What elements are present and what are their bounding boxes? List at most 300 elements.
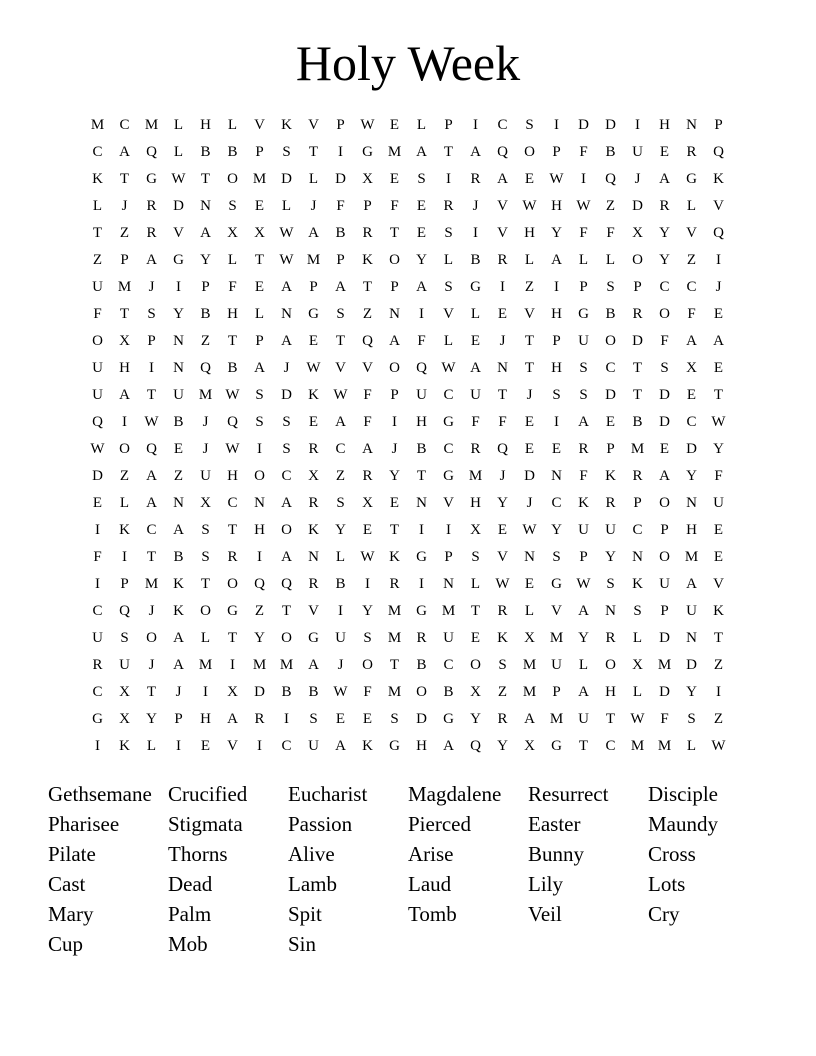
grid-letter: U xyxy=(92,387,103,403)
grid-letter: Z xyxy=(605,198,616,214)
grid-letter: W xyxy=(711,738,726,754)
grid-letter: V xyxy=(443,495,454,511)
grid-letter: H xyxy=(200,117,211,133)
grid-letter: A xyxy=(173,657,184,673)
grid-letter: I xyxy=(473,225,478,241)
grid-letter: K xyxy=(308,387,319,403)
grid-letter: T xyxy=(254,252,265,268)
grid-letter: C xyxy=(686,414,697,430)
grid-letter: N xyxy=(173,495,184,511)
grid-letter: S xyxy=(660,360,669,376)
grid-letter: C xyxy=(335,441,346,457)
grid-letter: D xyxy=(686,657,697,673)
grid-row xyxy=(84,706,732,733)
grid-letter: P xyxy=(633,495,642,511)
grid-letter: L xyxy=(254,306,265,322)
grid-letter: W xyxy=(279,252,294,268)
grid-row xyxy=(84,193,732,220)
grid-letter: Y xyxy=(551,225,562,241)
grid-letter: I xyxy=(176,738,181,754)
grid-letter: E xyxy=(254,198,265,214)
grid-letter: U xyxy=(200,468,211,484)
grid-letter: P xyxy=(390,387,399,403)
grid-letter: F xyxy=(363,387,372,403)
grid-letter: R xyxy=(659,198,670,214)
grid-letter: X xyxy=(470,684,481,700)
grid-letter: U xyxy=(632,144,643,160)
grid-letter: J xyxy=(499,468,506,484)
grid-letter: M xyxy=(279,657,294,673)
grid-letter: B xyxy=(308,684,319,700)
grid-letter: B xyxy=(470,252,481,268)
grid-letter: X xyxy=(119,684,130,700)
grid-letter: H xyxy=(686,522,697,538)
grid-letter: U xyxy=(659,576,670,592)
grid-letter: T xyxy=(200,576,211,592)
grid-letter: M xyxy=(684,549,699,565)
grid-letter: Q xyxy=(254,576,265,592)
grid-letter: U xyxy=(578,333,589,349)
grid-letter: L xyxy=(578,252,589,268)
grid-letter: E xyxy=(497,522,508,538)
word-list-item: Gethsemane xyxy=(48,782,152,806)
grid-letter: O xyxy=(227,171,238,187)
grid-letter: W xyxy=(279,225,294,241)
grid-row xyxy=(84,679,732,706)
grid-row xyxy=(84,625,732,652)
grid-letter: I xyxy=(257,549,262,565)
grid-letter: A xyxy=(281,279,292,295)
grid-letter: T xyxy=(443,144,454,160)
word-list-item: Cross xyxy=(648,842,696,866)
grid-letter: G xyxy=(146,171,157,187)
grid-letter: N xyxy=(524,549,535,565)
grid-row xyxy=(84,571,732,598)
grid-letter: M xyxy=(441,603,456,619)
grid-letter: K xyxy=(362,252,373,268)
grid-row xyxy=(84,598,732,625)
grid-letter: S xyxy=(201,522,210,538)
grid-letter: F xyxy=(579,144,588,160)
grid-letter: I xyxy=(257,738,262,754)
grid-letter: P xyxy=(120,576,129,592)
grid-letter: X xyxy=(686,360,697,376)
grid-letter: E xyxy=(308,333,319,349)
grid-letter: T xyxy=(227,522,238,538)
grid-letter: A xyxy=(497,171,508,187)
grid-letter: Q xyxy=(281,576,292,592)
grid-letter: E xyxy=(524,441,535,457)
grid-letter: G xyxy=(443,468,454,484)
grid-letter: Y xyxy=(686,468,697,484)
grid-letter: K xyxy=(92,171,103,187)
grid-letter: P xyxy=(444,117,453,133)
grid-letter: I xyxy=(554,414,559,430)
grid-letter: M xyxy=(387,684,402,700)
grid-row xyxy=(84,490,732,517)
grid-letter: Z xyxy=(200,333,211,349)
grid-letter: T xyxy=(389,225,400,241)
grid-letter: R xyxy=(470,441,481,457)
grid-letter: M xyxy=(144,117,159,133)
grid-letter: A xyxy=(443,738,454,754)
grid-letter: I xyxy=(338,144,343,160)
grid-letter: H xyxy=(470,495,481,511)
grid-letter: D xyxy=(416,711,427,727)
grid-letter: T xyxy=(146,549,157,565)
word-list-item: Cup xyxy=(48,932,84,956)
grid-letter: G xyxy=(92,711,103,727)
grid-letter: C xyxy=(497,117,508,133)
grid-letter: I xyxy=(419,306,424,322)
grid-letter: J xyxy=(121,198,128,214)
grid-letter: U xyxy=(335,630,346,646)
grid-letter: F xyxy=(579,468,588,484)
grid-letter: D xyxy=(254,684,265,700)
grid-letter: E xyxy=(416,225,427,241)
grid-letter: R xyxy=(227,549,238,565)
grid-letter: R xyxy=(443,198,454,214)
word-list-item: Arise xyxy=(408,842,454,866)
grid-letter: Y xyxy=(416,252,427,268)
grid-letter: B xyxy=(416,657,427,673)
grid-letter: S xyxy=(147,306,156,322)
grid-letter: Q xyxy=(146,144,157,160)
grid-letter: I xyxy=(446,171,451,187)
grid-letter: X xyxy=(524,738,535,754)
grid-letter: Y xyxy=(362,603,373,619)
grid-letter: M xyxy=(549,630,564,646)
grid-letter: Q xyxy=(713,225,724,241)
grid-letter: U xyxy=(686,603,697,619)
grid-row xyxy=(84,652,732,679)
grid-letter: P xyxy=(255,144,264,160)
grid-letter: G xyxy=(227,603,238,619)
grid-letter: D xyxy=(173,198,184,214)
grid-letter: X xyxy=(254,225,265,241)
grid-letter: F xyxy=(579,225,588,241)
grid-letter: O xyxy=(281,630,292,646)
grid-letter: Y xyxy=(659,252,670,268)
grid-letter: U xyxy=(92,279,103,295)
grid-letter: A xyxy=(659,468,670,484)
grid-letter: G xyxy=(551,738,562,754)
grid-letter: T xyxy=(146,684,157,700)
grid-letter: P xyxy=(552,684,561,700)
grid-letter: I xyxy=(284,711,289,727)
grid-letter: E xyxy=(713,306,724,322)
grid-letter: E xyxy=(713,549,724,565)
grid-letter: E xyxy=(389,117,400,133)
word-list-item: Disciple xyxy=(648,782,718,806)
grid-letter: R xyxy=(497,252,508,268)
grid-letter: T xyxy=(632,360,643,376)
grid-letter: R xyxy=(308,576,319,592)
grid-letter: N xyxy=(497,360,508,376)
grid-letter: E xyxy=(470,333,481,349)
grid-letter: W xyxy=(522,198,537,214)
grid-letter: N xyxy=(443,576,454,592)
grid-letter: J xyxy=(310,198,317,214)
grid-letter: I xyxy=(581,171,586,187)
grid-letter: E xyxy=(713,522,724,538)
grid-letter: M xyxy=(468,468,483,484)
grid-letter: J xyxy=(283,360,290,376)
grid-letter: A xyxy=(686,333,697,349)
grid-letter: I xyxy=(365,576,370,592)
grid-letter: G xyxy=(578,306,589,322)
grid-letter: U xyxy=(308,738,319,754)
grid-letter: H xyxy=(416,738,427,754)
grid-letter: F xyxy=(714,468,723,484)
grid-letter: H xyxy=(227,468,238,484)
grid-letter: T xyxy=(92,225,103,241)
grid-letter: E xyxy=(524,414,535,430)
grid-letter: B xyxy=(227,360,238,376)
grid-letter: K xyxy=(362,738,373,754)
grid-letter: A xyxy=(308,225,319,241)
grid-letter: I xyxy=(635,117,640,133)
word-list-item: Laud xyxy=(408,872,452,896)
grid-row xyxy=(84,112,732,139)
grid-letter: T xyxy=(362,279,373,295)
grid-letter: R xyxy=(362,468,373,484)
grid-letter: J xyxy=(472,198,479,214)
grid-letter: L xyxy=(443,252,454,268)
grid-letter: Y xyxy=(605,549,616,565)
grid-letter: S xyxy=(336,306,345,322)
grid-letter: W xyxy=(225,441,240,457)
grid-letter: A xyxy=(416,279,427,295)
grid-letter: H xyxy=(227,306,238,322)
word-list xyxy=(48,779,768,959)
grid-row xyxy=(84,301,732,328)
grid-letter: V xyxy=(497,225,508,241)
grid-letter: Y xyxy=(497,495,508,511)
word-list-item: Lots xyxy=(648,872,686,896)
grid-letter: S xyxy=(444,225,453,241)
grid-letter: X xyxy=(362,495,373,511)
grid-letter: C xyxy=(686,279,697,295)
grid-letter: R xyxy=(308,441,319,457)
grid-letter: K xyxy=(308,522,319,538)
grid-letter: O xyxy=(389,252,400,268)
grid-letter: O xyxy=(362,657,373,673)
grid-letter: A xyxy=(578,684,589,700)
grid-letter: E xyxy=(659,441,670,457)
word-list-item: Palm xyxy=(168,902,212,926)
grid-letter: J xyxy=(202,414,209,430)
word-list-item: Tomb xyxy=(408,902,457,926)
grid-letter: Z xyxy=(119,468,130,484)
grid-row xyxy=(84,409,732,436)
grid-letter: I xyxy=(122,549,127,565)
grid-letter: L xyxy=(632,630,643,646)
grid-letter: T xyxy=(389,522,400,538)
grid-letter: J xyxy=(715,279,722,295)
word-list-item: Stigmata xyxy=(168,812,243,836)
word-list-item: Spit xyxy=(288,902,322,926)
grid-letter: T xyxy=(335,333,346,349)
grid-letter: M xyxy=(306,252,321,268)
grid-letter: A xyxy=(362,441,373,457)
grid-letter: X xyxy=(632,225,643,241)
grid-letter: O xyxy=(227,576,238,592)
grid-letter: P xyxy=(660,522,669,538)
grid-letter: W xyxy=(171,171,186,187)
grid-letter: P xyxy=(174,711,183,727)
grid-letter: G xyxy=(416,603,427,619)
grid-letter: S xyxy=(282,144,291,160)
grid-letter: Y xyxy=(713,441,724,457)
grid-letter: A xyxy=(335,738,346,754)
grid-letter: A xyxy=(470,144,481,160)
grid-letter: S xyxy=(363,630,372,646)
grid-letter: A xyxy=(335,414,346,430)
grid-letter: D xyxy=(659,414,670,430)
grid-letter: L xyxy=(524,252,535,268)
grid-letter: K xyxy=(497,630,508,646)
grid-letter: O xyxy=(659,306,670,322)
grid-letter: J xyxy=(337,657,344,673)
grid-letter: G xyxy=(389,738,400,754)
grid-letter: O xyxy=(92,333,103,349)
grid-letter: B xyxy=(173,414,184,430)
grid-letter: O xyxy=(281,522,292,538)
grid-letter: F xyxy=(417,333,426,349)
grid-letter: C xyxy=(443,657,454,673)
word-list-item: Easter xyxy=(528,812,581,836)
grid-letter: J xyxy=(148,657,155,673)
grid-letter: I xyxy=(95,576,100,592)
grid-letter: E xyxy=(200,738,211,754)
grid-letter: Z xyxy=(713,711,724,727)
grid-letter: I xyxy=(554,117,559,133)
grid-row xyxy=(84,544,732,571)
grid-letter: C xyxy=(659,279,670,295)
grid-letter: D xyxy=(632,333,643,349)
grid-letter: B xyxy=(605,144,616,160)
grid-letter: H xyxy=(200,711,211,727)
grid-letter: R xyxy=(416,630,427,646)
grid-letter: P xyxy=(147,333,156,349)
grid-letter: E xyxy=(254,279,265,295)
grid-letter: U xyxy=(605,522,616,538)
grid-letter: S xyxy=(579,387,588,403)
grid-letter: T xyxy=(470,603,481,619)
grid-letter: Y xyxy=(389,468,400,484)
grid-letter: R xyxy=(605,495,616,511)
word-list-item: Lamb xyxy=(288,872,337,896)
grid-letter: E xyxy=(686,387,697,403)
grid-letter: G xyxy=(362,144,373,160)
grid-letter: T xyxy=(578,738,589,754)
grid-letter: C xyxy=(605,360,616,376)
word-list-item: Maundy xyxy=(648,812,718,836)
grid-letter: H xyxy=(119,360,130,376)
grid-letter: B xyxy=(632,414,643,430)
grid-letter: M xyxy=(198,657,213,673)
grid-letter: V xyxy=(335,360,346,376)
grid-letter: L xyxy=(227,117,238,133)
grid-row xyxy=(84,247,732,274)
grid-letter: T xyxy=(713,630,724,646)
grid-letter: T xyxy=(389,657,400,673)
grid-letter: Z xyxy=(686,252,697,268)
grid-letter: T xyxy=(605,711,616,727)
grid-letter: G xyxy=(443,711,454,727)
grid-letter: U xyxy=(713,495,724,511)
grid-letter: V xyxy=(497,549,508,565)
grid-letter: P xyxy=(660,603,669,619)
grid-letter: J xyxy=(175,684,182,700)
grid-letter: I xyxy=(500,279,505,295)
word-list-item: Resurrect xyxy=(528,782,609,806)
grid-letter: Q xyxy=(605,171,616,187)
grid-letter: A xyxy=(551,252,562,268)
grid-letter: R xyxy=(254,711,265,727)
grid-row xyxy=(84,355,732,382)
grid-letter: C xyxy=(443,441,454,457)
grid-letter: I xyxy=(419,522,424,538)
grid-letter: G xyxy=(470,279,481,295)
grid-letter: E xyxy=(308,414,319,430)
grid-letter: P xyxy=(606,441,615,457)
grid-letter: L xyxy=(632,684,643,700)
grid-letter: W xyxy=(576,576,591,592)
grid-letter: M xyxy=(252,171,267,187)
grid-letter: S xyxy=(444,279,453,295)
grid-letter: F xyxy=(93,549,102,565)
grid-letter: C xyxy=(632,522,643,538)
grid-letter: C xyxy=(227,495,238,511)
grid-letter: L xyxy=(470,576,481,592)
grid-letter: C xyxy=(605,738,616,754)
grid-row xyxy=(84,463,732,490)
grid-letter: M xyxy=(549,711,564,727)
grid-letter: H xyxy=(551,360,562,376)
grid-letter: F xyxy=(228,279,237,295)
grid-letter: W xyxy=(360,549,375,565)
grid-letter: M xyxy=(657,738,672,754)
grid-letter: G xyxy=(308,306,319,322)
grid-letter: F xyxy=(363,414,372,430)
grid-letter: T xyxy=(524,360,535,376)
grid-letter: G xyxy=(551,576,562,592)
grid-letter: U xyxy=(443,630,454,646)
grid-letter: P xyxy=(552,144,561,160)
grid-letter: L xyxy=(227,252,238,268)
grid-letter: M xyxy=(117,279,132,295)
grid-letter: F xyxy=(687,306,696,322)
grid-letter: Z xyxy=(713,657,724,673)
grid-letter: F xyxy=(471,414,480,430)
grid-letter: A xyxy=(254,360,265,376)
grid-letter: W xyxy=(711,414,726,430)
grid-letter: N xyxy=(281,306,292,322)
grid-row xyxy=(84,733,732,760)
grid-letter: R xyxy=(578,441,589,457)
grid-letter: Q xyxy=(92,414,103,430)
grid-row xyxy=(84,274,732,301)
grid-letter: M xyxy=(252,657,267,673)
grid-letter: R xyxy=(497,711,508,727)
grid-letter: R xyxy=(470,171,481,187)
grid-letter: B xyxy=(416,441,427,457)
word-list-item: Eucharist xyxy=(288,782,368,806)
grid-letter: E xyxy=(713,360,724,376)
grid-letter: H xyxy=(659,117,670,133)
